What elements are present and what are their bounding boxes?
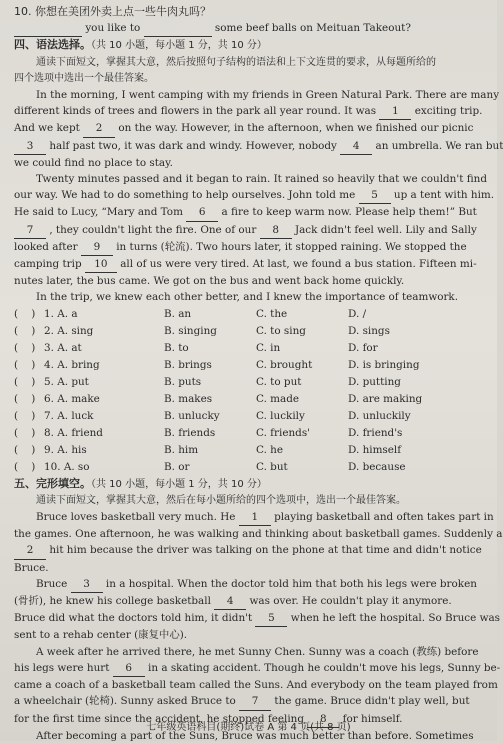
passage-text: Bruce loves basketball very much. He <box>36 511 236 524</box>
passage-text: up a tent with him. <box>393 189 495 202</box>
passage-text: different kinds of trees and flowers in the park all year round. It was <box>14 105 377 118</box>
option-c: C. brought <box>256 359 313 372</box>
passage-line <box>14 222 486 239</box>
passage-line <box>14 138 503 155</box>
answer-blank: 5 <box>359 187 391 204</box>
option-row <box>14 340 486 357</box>
option-row <box>14 323 486 340</box>
option-a: 7. A. luck <box>44 410 94 423</box>
answer-parenthesis: ( ) <box>14 308 36 321</box>
section4-score: （共 10 小题，每小题 1 分，共 10 分） <box>91 40 267 52</box>
passage-text: half past two, it was dark and windy. However, nobody <box>49 139 337 152</box>
passage-text: sent to a rehab center (康复中心). <box>14 629 188 642</box>
passage-text: we could find no place to stay. <box>14 156 173 169</box>
option-c: C. luckily <box>256 410 305 423</box>
answer-blank: 2 <box>14 542 46 559</box>
passage-line <box>14 660 501 677</box>
option-c: C. he <box>256 444 284 457</box>
section4-options-table <box>14 306 486 476</box>
option-a: 8. A. friend <box>44 427 103 440</box>
answer-parenthesis: ( ) <box>14 342 36 355</box>
option-row <box>14 306 486 323</box>
section5-score: （共 10 小题，每小题 1 分，共 10 分） <box>91 478 267 490</box>
passage-text: came a coach of a basketball team called the Suns. And everybody on the team played from <box>14 679 498 692</box>
passage-text: the games. One afternoon, he was walking and thinking about basketball games. Suddenly a <box>14 528 503 541</box>
section4-title: 四、语法选择。 <box>14 38 91 52</box>
q10-english <box>14 20 486 37</box>
option-c: C. the <box>256 308 288 321</box>
passage-text: hit him because the driver was talking on the phone at that time and didn't notice <box>49 544 482 557</box>
option-d: D. friend's <box>348 427 403 440</box>
option-c: C. to put <box>256 376 302 389</box>
passage-text: And we kept <box>14 122 80 135</box>
passage-text: exciting trip. <box>414 105 483 118</box>
passage-text: playing basketball and often takes part in <box>274 511 494 524</box>
option-a: 4. A. bring <box>44 359 100 372</box>
passage-line <box>14 256 486 273</box>
option-c: C. but <box>256 461 288 474</box>
option-b: B. friends <box>164 427 216 440</box>
option-row <box>14 357 486 374</box>
passage-text: in a skating accident. Though he couldn't move his legs, Sunny be- <box>148 661 501 674</box>
passage-line <box>14 644 486 660</box>
answer-blank: 4 <box>214 593 246 610</box>
option-d: D. / <box>348 308 367 321</box>
passage-line <box>14 560 486 576</box>
option-a: 9. A. his <box>44 444 87 457</box>
passage-line <box>14 677 498 693</box>
section5-heading <box>14 476 486 493</box>
option-d: D. for <box>348 342 378 355</box>
passage-text: In the morning, I went camping with my friends in Green Natural Park. There are many <box>36 89 500 102</box>
option-c: C. in <box>256 342 281 355</box>
passage-line <box>14 155 486 171</box>
answer-blank: 3 <box>71 576 103 593</box>
answer-blank: 5 <box>255 610 287 627</box>
passage-text: A week after he arrived there, he met Sunny Chen. Sunny was a coach (教练) before <box>36 645 479 658</box>
answer-blank: 8 <box>307 711 339 728</box>
passage-line <box>14 289 486 305</box>
passage-text: all of us were very tired. At last, we found a bus station. Fifteen mi- <box>120 258 477 271</box>
passage-line <box>14 103 486 120</box>
option-row <box>14 442 486 459</box>
answer-parenthesis: ( ) <box>14 410 36 423</box>
section4-heading <box>14 37 486 54</box>
section4-instruction-1: 通读下面短文，掌握其大意，然后按照句子结构的语法和上下文连贯的要求，从每题所给的 <box>36 56 436 68</box>
answer-parenthesis: ( ) <box>14 325 36 338</box>
passage-line <box>14 187 495 204</box>
option-d: D. himself <box>348 444 402 457</box>
passage-text: camping trip <box>14 258 82 271</box>
passage-line <box>14 239 486 256</box>
passage-text: on the way. However, in the afternoon, when we finished our picnic <box>118 122 474 135</box>
q10-text-2: some beef balls on Meituan Takeout? <box>214 22 411 35</box>
option-a: 5. A. put <box>44 376 89 389</box>
passage-line <box>14 593 486 610</box>
option-d: D. sings <box>348 325 390 338</box>
option-d: D. are making <box>348 393 423 406</box>
passage-text: for himself. <box>342 712 403 725</box>
passage-text: nutes later, the bus came. We got on the bus and went back home quickly. <box>14 275 405 288</box>
passage-line <box>14 273 486 289</box>
answer-parenthesis: ( ) <box>14 393 36 406</box>
answer-blank: 9 <box>81 239 113 256</box>
passage-text: Bruce <box>36 577 68 590</box>
option-a: 2. A. sing <box>44 325 94 338</box>
option-row <box>14 425 486 442</box>
passage-text: when he left the hospital. So Bruce was <box>290 612 501 625</box>
passage-text: in turns (轮流). Two hours later, it stopped raining. We stopped the <box>116 240 467 253</box>
option-row <box>14 391 486 408</box>
passage-line <box>14 610 501 627</box>
passage-line <box>14 171 486 187</box>
option-a: 1. A. a <box>44 308 78 321</box>
option-c: C. to sing <box>256 325 306 338</box>
passage-text: Bruce did what the doctors told him, it didn't <box>14 612 253 625</box>
passage-text: Twenty minutes passed and it began to rain. It rained so heavily that we couldn't find <box>36 173 487 186</box>
passage-text: In the trip, we knew each other better, and I knew the importance of teamwork. <box>36 291 459 304</box>
answer-blank <box>144 20 212 37</box>
option-b: B. makes <box>164 393 213 406</box>
option-b: B. brings <box>164 359 212 372</box>
passage-line <box>14 627 486 643</box>
answer-blank: 7 <box>14 222 46 239</box>
answer-blank: 2 <box>83 120 115 137</box>
section5-title: 五、完形填空。 <box>14 476 91 490</box>
answer-parenthesis: ( ) <box>14 427 36 440</box>
passage-text: in a hospital. When the doctor told him that both his legs were broken <box>105 577 477 590</box>
passage-text: was over. He couldn't play it anymore. <box>249 595 452 608</box>
option-row <box>14 459 486 476</box>
answer-blank: 7 <box>239 693 271 710</box>
passage-text: Bruce. <box>14 561 49 574</box>
passage-line <box>14 576 486 593</box>
answer-parenthesis: ( ) <box>14 359 36 372</box>
passage-text: an umbrella. We ran but <box>375 139 503 152</box>
passage-text: a fire to keep warm now. Please help them!” But <box>221 206 477 219</box>
passage-line <box>14 87 500 103</box>
passage-text: looked after <box>14 240 78 253</box>
option-d: D. putting <box>348 376 401 389</box>
answer-blank: 6 <box>186 204 218 221</box>
passage-text: , they couldn't light the fire. One of our <box>49 223 257 236</box>
passage-text: (骨折), he knew his college basketball <box>14 595 211 608</box>
passage-line <box>14 120 486 137</box>
answer-parenthesis: ( ) <box>14 376 36 389</box>
option-d: D. unluckily <box>348 410 411 423</box>
passage-text: Jack didn't feel well. Lily and Sally <box>294 223 477 236</box>
passage-text: our way. We had to do something to help ourselves. John told me <box>14 189 356 202</box>
page-footer: 七年级英语科目(期终)试卷 A 第 4 页(共 8 页) <box>146 722 351 733</box>
section4-instruction-2: 四个选项中选出一个最佳答案。 <box>14 72 154 84</box>
passage-text: After becoming a part of the Suns, Bruce was much better than before. Sometimes <box>36 729 474 742</box>
passage-line <box>14 542 486 559</box>
answer-blank: 8 <box>260 222 292 239</box>
option-b: B. to <box>164 342 189 355</box>
passage-line <box>14 509 494 526</box>
passage-line <box>14 526 503 542</box>
passage-text: a wheelchair (轮椅). Sunny asked Bruce to <box>14 695 236 708</box>
answer-blank <box>14 20 82 37</box>
option-b: B. singing <box>164 325 217 338</box>
answer-blank: 1 <box>379 103 411 120</box>
option-d: D. is bringing <box>348 359 420 372</box>
passage-line <box>14 204 486 221</box>
answer-parenthesis: ( ) <box>14 461 36 474</box>
q10-chinese: 10. 你想在美团外卖上点一些牛肉丸吗？ <box>14 5 211 18</box>
q10-text-1: you like to <box>85 22 141 35</box>
option-a: 3. A. at <box>44 342 82 355</box>
option-b: B. an <box>164 308 192 321</box>
option-a: 6. A. make <box>44 393 100 406</box>
section4-passage <box>14 87 503 306</box>
passage-text: for the first time since the accident, he stopped feeling <box>14 712 305 725</box>
answer-blank: 10 <box>85 256 117 273</box>
option-b: B. unlucky <box>164 410 220 423</box>
option-b: B. puts <box>164 376 202 389</box>
answer-parenthesis: ( ) <box>14 444 36 457</box>
option-c: C. friends' <box>256 427 311 440</box>
option-row <box>14 408 486 425</box>
answer-blank: 6 <box>113 660 145 677</box>
option-c: C. made <box>256 393 300 406</box>
section5-instruction: 通读下面短文，掌握其大意，然后在每小题所给的四个选项中，选出一个最佳答案。 <box>36 494 406 506</box>
option-a: 10. A. so <box>44 461 90 474</box>
answer-blank: 1 <box>239 509 271 526</box>
passage-line <box>14 693 486 710</box>
passage-text: his legs were hurt <box>14 661 110 674</box>
passage-text: He said to Lucy, “Mary and Tom <box>14 206 183 219</box>
page-content <box>14 4 503 744</box>
answer-blank: 4 <box>340 138 372 155</box>
option-row <box>14 374 486 391</box>
answer-blank: 3 <box>14 138 46 155</box>
option-d: D. because <box>348 461 406 474</box>
section5-passage <box>14 509 503 744</box>
passage-text: the game. Bruce didn't play well, but <box>274 695 470 708</box>
option-b: B. him <box>164 444 199 457</box>
option-b: B. or <box>164 461 190 474</box>
